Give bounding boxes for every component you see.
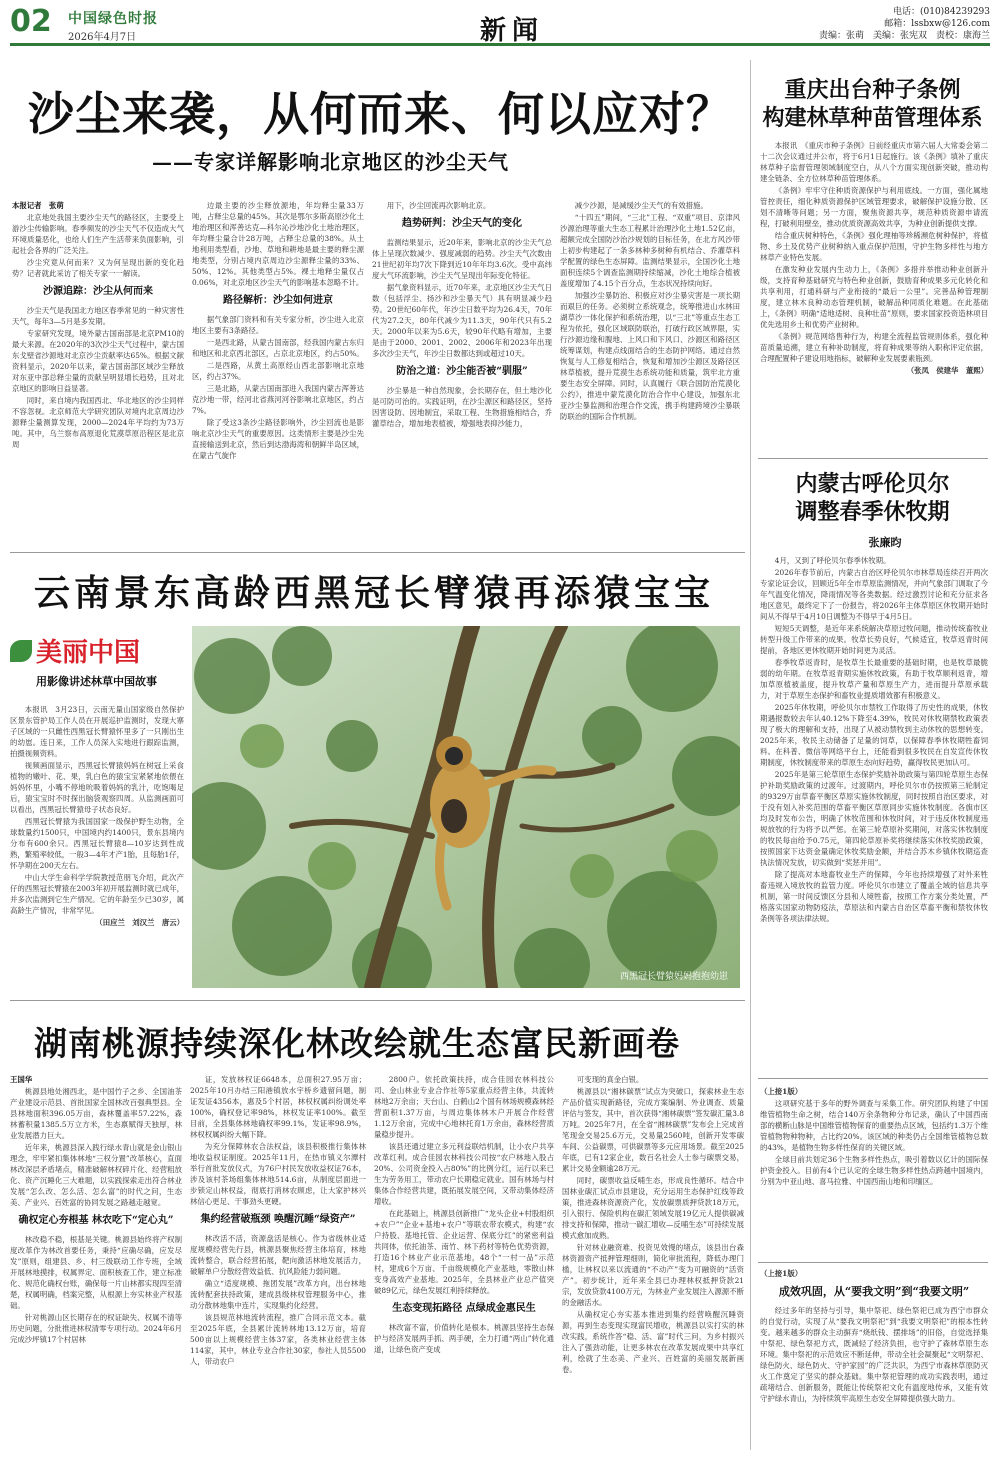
subhead: 沙源追踪：沙尘从何而来 (43, 286, 153, 297)
section-divider (758, 458, 988, 459)
chongqing-headline (760, 76, 985, 132)
paragraph: 从确权定心夯实基本推进到集约经营唤醒沉睡资源，再到生态变现实现富民增收，桃源县以实打实的林改实践，系统作答“稳、活、富”时代三问，为乡村振兴注入了强劲动能，让更多林农在改革发展成果中共享红利，绘就了生态美、产业兴、百姓富的美丽发展新画卷。 (562, 1310, 744, 1374)
paragraph: 近年来，桃源县深入践行绿水青山就是金山银山理念，牢牢紧扣集体林地“三权分置”改革核心，直面林改深层矛盾堵点，精准破解林权碎片化、经营粗放化、资产沉睡化三大难题，以实践探索走出符合林业发展“怎么改、怎么活、怎么富”的时代之问，生态美、产业兴、百姓富的协同发展之路越走越宽。 (10, 1143, 182, 1207)
paragraph: 2026年春节前后，内蒙古自治区呼伦贝尔市林草局连续召开两次专家论证会议，回顾近5年全市草原监测情况，并向气象部门调取了今年气温变化情况，降雨情况等各类数据。经过激烈讨论和充分征求各地区意见，最终定下了一份报告，将2026年主体草原区休牧期开始时间从不得早于4月10日调整为不得早于4月5日。 (760, 568, 988, 621)
paragraph: 据气象部门资料和有关专家分析，沙尘进入北京地区主要有3条路径。 (192, 315, 364, 335)
yunnan-article (10, 704, 184, 996)
paragraph: 针对林业融资难、投资见效慢的堵点，该县出台森林资源资产抵押管理细则，简化审批流程，降低办理门槛，让林权以来以流通的“不动产”变为可融资的“活资产”。初步统计，近年来全县已办理林权抵押贷款21宗，发放贷款4100万元，为林业产业发展注入源源不断的金融活水。 (562, 1243, 744, 1307)
paragraph: 该县规范林地流转流程，推广合同示范文本。截至2025年底，全县累计流转林地13.12万亩，培育500亩以上规模经营主体37家，各类林业经营主体114家，其中，林业专业合作社30家，参社人员5500人，带动农户 (190, 1313, 366, 1366)
neimenggu-headline (760, 470, 985, 526)
paragraph: 2025年休牧期，呼伦贝尔市禁牧工作取得了历史性的成果，休牧期遇报数较去年认40.12%下降至4.39%，牧民对休牧期禁牧政策表现了极大的理解和支持，出现了从被动禁牧到主动休牧的思想转变。2025年来，牧民主动储备了足量的饲草，以保障春季休牧期牲畜饲料。在科普、微信等网络平台上，还能看到很多牧民在自发宣传休牧期制度，休牧制度带来的草原生态向好趋势，赢得牧民更加认可。 (760, 703, 988, 767)
contact-info (819, 6, 990, 42)
paragraph: 2025年是第三轮草原生态保护奖励补助政策与第四轮草原生态保护补助奖励政策的过渡年。过渡期内，呼伦贝尔市仍按照第三轮制定的9329万亩草畜平衡区草原实施休牧制度，同时按照自治区要求，对于没有划入补奖范围的草畜平衡区草原同步实施休牧制度。各旗市区均及时发布公告，明确了休牧范围和休牧时间，对于违反休牧制度违规放牧的行为将予以严惩。在第三轮草原补奖期间，对落实休牧制度的牧民每亩给予0.75元，第四轮草原补奖将继续落实休牧奖励政策，按照国家下达资金量确定休牧奖励金额，并结合苏木乡镇休牧期巡查执法情况发放，切实做到“奖惩并用”。 (760, 770, 988, 867)
paragraph: 可变现的真金白银。 (576, 1075, 644, 1084)
paragraph: 据气象资料显示，近70年来，北京地区沙尘天气日数（包括浮尘、扬沙和沙尘暴天气）具有明显减少趋势。20世纪60年代，年沙尘日数平均为26.4天，70年代为27.2天，80年代减少为11.3天，90年代只有5.2天。2000年以来为5.6天，较90年代略有增加，主要是由于2000、2001、2002、2006年和2023年出现多次沙尘天气，年沙尘日数都达到或超过10天。 (372, 283, 552, 358)
paragraph: 用下，沙尘回流再次影响北京。 (386, 201, 491, 210)
lead-column-2 (192, 200, 364, 545)
column-divider (750, 60, 751, 1450)
continuation-tag: （上接1版） (760, 1087, 803, 1096)
page-number: 02 (10, 4, 52, 39)
paragraph: 沙尘暴是一种自然现象，会长期存在，但土地沙化是可防可治的。实践证明，在沙尘源区和路径区，坚持因害设防、因地制宜，采取工程、生物措施相结合，乔灌草结合，增加地表植被，增强地表抑沙能力， (372, 386, 552, 428)
hunan-column-1 (10, 1074, 182, 1456)
paragraph: 2800户。依托政策扶持，成合佳园农林科技公司、金山林业专业合作社等5家重点经营主体，共流转林地2万余亩；天台山、白鹤山2个国有林场规模森林经营面积1.37万亩，与周边集体林木户开展合作经营1.12万余亩，完成中心地林托育1万余亩，森林经营质量稳步提升。 (374, 1075, 554, 1139)
paragraph: 同时，碳票收益反哺生态，形成良性循环。结合中国林业碳汇试点市县建设，充分运用生态保护红线等政策，推进森林资源资产化，发放碳票质押贷款18万元，引入银行、保险机构在碳汇领域发展19亿元人提供碳减排支持和保障，推动一碳汇增收—反哺生态”可持续发展模式愈加成熟。 (562, 1176, 744, 1240)
lead-subheadline: ——专家详解影响北京地区的沙尘天气 (152, 150, 509, 174)
paragraph: 林改稳不稳，根基是关键。桃源县始终将产权制度改革作为林改首要任务，秉持“应确尽确，应发尽发”原则，组建县、乡、村三级联动工作专班，全域开展林地摸排，权属界定、面积核查工作，建立标准化、规范化确权台账，确保每一片山林都实现四至清楚，权属明确，档案完整，从根源上夯实林业产权基础。 (10, 1235, 182, 1310)
hunan-headline: 湖南桃源持续深化林改绘就生态富民新画卷 (34, 1024, 680, 1063)
subhead: 路径解析：沙尘如何进京 (223, 295, 333, 306)
byline: 张廉昀 (868, 536, 902, 549)
paper-name: 中国绿色时报 (68, 11, 158, 27)
continuation-article-2 (760, 1268, 988, 1458)
lead-headline: 沙尘来袭，从何而来、何以应对？ (28, 87, 733, 141)
column-logo (10, 632, 182, 669)
forest-photo-illustration (192, 626, 740, 988)
neimenggu-article (760, 532, 988, 1062)
subhead: 确权定心夯根基 林农吃下“定心丸” (18, 1215, 174, 1226)
byline: 王国华 (10, 1075, 33, 1084)
paragraph: 除了提高对本地畜牧业生产的保障，今年也持续增强了对外来牲畜违规入境放牧的监管力度。呼伦贝尔市建立了覆盖全域的信息共享机制，第一时间反馈区分县和人境牲畜，按照工作方案分类处置，严格落实国家动物防疫法，草原法和内蒙古自治区草畜平衡和禁牧休牧条例等各项法律法规。 (760, 870, 988, 923)
paragraph: 这项研究基于多年的野外调查与采集工作。研究团队构建了中国维管植物生命之树，结合140万余条物种分布记录，确认了中国西南部的横断山脉是中国维管植物保育的重要热点区域，包括约1.3万个维管植物物种物种，占比约20%。该区域的种类仍占全国维管植物总数的43%，是植物生物多样性保育的关键区域。 (760, 1099, 988, 1152)
lead-column-3 (372, 200, 552, 545)
paragraph: 除了受这3条沙尘路径影响外，沙尘回流也是影响北京沙尘天气的重要原因。这类情形主要是沙尘先直接输送到北京，然后到达渤海湾和朝鲜半岛区域，在蒙古气旋作 (192, 418, 364, 460)
paragraph: 证，发放林权证6648本，总面积27.95万亩；2025年10月办结三阳港镇放水宇桥乡遗留问题，制证发证4356本，惠及5个村居，林权权属纠纷调处率100%，确权登记率98%，林权发证率100%。截至目前，全县集体林地确权率99.1%，发证率98.9%，林权权属纠纷大幅下降。 (190, 1075, 366, 1139)
photo-caption: 西黑冠长臂猿妈妈抱抱幼崽 (619, 972, 728, 982)
gibbon-photo (192, 626, 740, 988)
paragraph: 边最主要的沙尘释放源地，年均释尘量33万吨，占释尘总量的45%。其次是鄂尔多斯高原沙化土地治理区和浑善达克—科尔沁沙地沙化土地治理区，年均释尘量合计28万吨，占释尘总量的38%。从土地利用类型看，沙地、草地和耕地是最主要的释尘源地类型，分别占境内京周边沙尘源释尘量的33%、50%、12%。其他类型占5%。裸土地释尘量仅占0.06%，对北京地区沙尘天气的影响基本忽略不计。 (192, 201, 364, 287)
column-brand: 美丽中国 (36, 638, 141, 668)
subhead: 趋势研判：沙尘天气的变化 (402, 218, 522, 229)
paragraph: 短短5天调整，是近年来系统解决草原过牧问题，推动传统畜牧业转型升级工作带来的成果。牧草长势良好，气候适宜，牧草返青时间提前，各地区更休牧期开始时间更为灵活。 (760, 624, 988, 655)
paragraph: 林改富不富，价值转化是根本。桃源县坚持生态保护与经济发展两手抓、两手硬，全力打通“两山”转化通道，让绿色资产变成 (374, 1323, 554, 1354)
masthead (10, 4, 990, 46)
paragraph: 沙尘天气是我国北方地区春季常见的一种灾害性天气，每年3—5月是多发期。 (12, 306, 184, 326)
continuation-article-1 (760, 1086, 988, 1256)
paragraph: 确立“适度规模、拖团发展”改革方向，出台林地流转配套扶持政策，建成县级林权管理服务中心，推动分散林地集中连片，实现集约化经营。 (190, 1279, 366, 1310)
paragraph: 二是西路，从黄土高原经山西北部影响北京地区，约占37%。 (192, 361, 364, 381)
continuation-tag: （上接1版） (760, 1269, 803, 1278)
column-subtitle: 用影像讲述林草中国故事 (36, 675, 157, 688)
headline-line: 构建林草种苗管理体系 (762, 105, 983, 131)
paragraph: 为充分保障林农合法权益，该县积极推行集体林地收益权证制度。2025年11月，在热市镇义尔潭村举行首批发放仪式，为76户村民发放收益权证76本，涉及该村茶场组集体林地514.6亩，从制度层面进一步锁定山林权益，彻底打消林农顾虑，让大家护林兴林信心更足、干事劲头更硬。 (190, 1142, 366, 1206)
issue-date: 2026年4月7日 (68, 32, 137, 43)
column-brand-box (10, 632, 182, 694)
paragraph: 西黑冠长臂猿为我国国家一级保护野生动物，全球数量约1500只，中国境内约1400只，景东县境内分布有600余只。西黑冠长臂猿8—10岁达到性成熟，繁殖率较低，一般3—4年才产1胎，且每胎1仔，怀孕期在200天左右。 (10, 817, 184, 870)
paragraph: 针对桃源山区长期存在的权证缺失、权属不清等历史问题，分批推进林权清零专项行动。2024年6月完成沙坪镇17个村居林 (10, 1313, 182, 1344)
paragraph: 《条例》牢牢守住种质资源保护与利用底线。一方面，强化属地管控责任，细化种质资源保护区域管理要求，破解保护设施分散、区划不清晰等问题；另一方面，聚焦资源共享，规范种质资源申请流程，打破利用壁垒，推动优质资源高效共享，为种业创新提供支撑。 (760, 186, 988, 228)
section-divider (10, 1000, 745, 1001)
paragraph: 在激发种业发展内生动力上，《条例》多措并举推动种业创新升级，支持育种基础研究与特色种业创新，鼓励育种成果多元化转化和共享利用，打通科研与产业衔接的“最后一公里”。完善品种管理制度，建立林木良种动态管理机制，破解品种同质化难题。在此基础上，《条例》明确“适地适树、良种壮苗”原则，要求国家投资造林项目优先选用乡土和优势产业树种。 (760, 265, 988, 329)
phone: 电话：(010)84239293 (892, 7, 990, 17)
hunan-column-3 (374, 1074, 554, 1456)
paragraph: 北京地处我国主要沙尘天气的路径区，主要受上游沙尘传输影响。春季频发的沙尘天气不仅造成大气环境质量恶化，也给人们生产生活带来负面影响，引起社会各界的广泛关注。 (12, 213, 184, 255)
lead-column-4 (560, 200, 740, 545)
paragraph: 三是北路，从蒙古国南部进入我国内蒙古浑善达克沙地一带，经河北省燕河河谷影响北京地区，约占7%。 (192, 384, 364, 415)
signature: （田应兰 刘汉兰 唐云） (95, 918, 184, 927)
paragraph: 专家研究发现，境外蒙古国南部是北京PM10的最大来源。在2020年的3次沙尘天气过程中，蒙古国东戈壁省沙源地对北京沙尘贡献率达65%。根据文献资料显示，2020年以来，蒙古国南部区域沙尘释放对东亚中部总释尘量的贡献呈明显增长趋势，且对北京地区的影响日益显著。 (12, 329, 184, 393)
paragraph: 桃源县地处湘西北，是中国竹子之乡、全国油茶产业建设示范县、首批国家全国林改百强典型县。全县林地面积396.05万亩，森林覆盖率57.22%，森林蓄积量1385.5万立方米，生态禀赋得天独厚，林业发展潜力巨大。 (10, 1087, 182, 1140)
hunan-column-4 (562, 1074, 744, 1456)
paragraph: 本报讯 《重庆市种子条例》日前经重庆市第六届人大常委会第二十二次会议通过并公布，将于6月1日起施行。该《条例》填补了重庆林草种子监督管理领域制度空白，从八个方面实现创新突破，推动构建全链条、全方位林草种苗管理体系。 (760, 141, 988, 183)
yunnan-headline: 云南景东高龄西黑冠长臂猿再添猿宝宝 (34, 572, 715, 614)
lead-column-1 (12, 200, 184, 545)
paragraph: 加强沙尘暴防治、积极应对沙尘暴灾害是一项长期而艰巨的任务。必须树立系统观念，统筹推进山水林田湖草沙一体化保护和系统治理，以“三北”等重点生态工程为依托，强化区域联防联治，打破行政区域界限，实行沙源边缘和腹地、上风口和下风口、沙源区和路径区统筹谋划，构建点线面结合的生态防护网络。通过自然恢复与人工修复相结合，恢复和增加沙尘源区及路径区林草植被，提升荒漠生态系统功能和质量，筑牢北方重要生态安全屏障。同时，认真履行《联合国防治荒漠化公约》，推进中蒙荒漠化防治合作中心建设，加强东北亚沙尘暴监测和治理合作交流，携手构建跨境沙尘暴联防联治的国际合作机制。 (560, 291, 740, 421)
paragraph: 《条例》规范网络售种行为，构建全流程监管规则体系，强化种苗质量追溯，建立有种补助制度，将育种成果等纳入职称评定依据，合理配置种子建设用地指标，破解种业发展要素瓶颈。 (760, 332, 988, 363)
paragraph: 4月，又到了呼伦贝尔春季休牧期。 (774, 556, 891, 565)
paragraph: 视频画面显示，西黑冠长臂猿妈妈在树冠上采食植物的嫩叶、花、果，乳白色的猿宝宝紧紧地依偎在妈妈怀里，小嘴不停地吮吸着妈妈的乳汁，吃饱喝足后，猿宝宝时不时探出脑袋观察四周。从监测画面可以看出，西黑冠长臂猿母子状态良好。 (10, 761, 184, 814)
section-divider (758, 1078, 988, 1079)
email: 邮箱：lssbxw@126.com (884, 19, 990, 29)
paragraph: 结合重庆树种特色，《条例》强化理柚等珍稀濒危树种保护，将植物、乡土及优势产业树种纳入重点保护范围，守护生物多样性与地方林草产业特色发展。 (760, 231, 988, 262)
paragraph: 桃源县以“湘林碳票”试点为突破口，探索林业生态产品价值实现新路径，完成方案编制、外业调查、质量评估与签发，其中，首次获得“湘林碳票”签发碳汇量3.8万吨。2025年7月，在全省“湘林碳票”发布会上完成首笔现金交易25.6万元，交易量2560吨，创新开发零碳车间、公益碳票，可供碳票等多元应用场景。截至2025年底，已有12家企业，数百名社会人士参与碳票交易，累计交易金额逾28万元。 (562, 1087, 744, 1173)
subhead: 集约经营破瓶颈 唤醒沉睡“绿资产” (200, 1214, 356, 1225)
paragraph: 本报讯 3月23日，云南无量山国家级自然保护区景东管护局工作人员在开展巡护监测时，发现大寨子区域的一只雌性西黑冠长臂猿怀里多了一只刚出生的幼崽。连日来，工作人员深入实地进行跟踪监测，拍摄视频资料。 (10, 705, 184, 758)
chongqing-article (760, 140, 988, 452)
editors: 责编：张萌 美编：张宪双 责校：康海兰 (818, 31, 990, 41)
byline: 本报记者 张萌 (12, 201, 64, 210)
section-title: 新闻 (480, 16, 545, 46)
paragraph: 林改活不活，资源盘活是核心。作为省级林业适度规模经营先行县，桃源县聚焦经营主体培育，林地流转整合，联合经营拓展，靶向激活林地发展活力，破解单户分散经营效益低、抗风险能力弱问题。 (190, 1234, 366, 1276)
paragraph: 该县还通过建立多元利益联结机制，让小农户共享改革红利。成合佳园农林科技公司按“农户林地入股占20%、公司资金投入占80%”的比例分红，运行以来已生为劳务用工，带动农户长期稳定就业。国有林场与村集体合作经营共建，既拓展发展空间，又带动集体经济增收。 (374, 1142, 554, 1206)
paragraph: 经过多年的坚持与引导，集中祭祀、绿色祭祀已成为西宁市群众的自觉行动，实现了从“要我文明祭祀”到“我要文明祭祀”的根本性转变。越来越多的群众主动摒弃“烧纸钱、摆排场”的旧俗，自觉选择集中祭祀、绿色祭祀方式，既减轻了经济负担，也守护了森林草原生态环境。集中祭祀的示范效应不断延伸，带动全社会凝聚起“文明祭祀、绿色防火、绿色防火、守护家园”的广泛共识，为西宁市森林草原防灭火工作奠定了坚实的群众基础。集中祭祀管理的成功实践表明，通过疏堵结合、创新服务，既能让传统祭祀文化有温度地传承，又能有效守护绿水青山，为持续筑牢高原生态安全屏障提供强大助力。 (760, 1306, 988, 1403)
subhead: 防治之道：沙尘能否被“驯服” (396, 366, 528, 377)
paragraph: “十四五”期间，“三北”工程、“双重”项目、京津风沙源治理等重大生态工程累计治理沙化土地1.52亿亩，超额完成全国防沙治沙规划的目标任务，在北方风沙带上初步构建起了一条多林种多树种有机结合、乔灌草科学配置的绿色生态屏障。监测结果显示，全国沙化土地面积连续5个调查监测期持续缩减，沙化土地综合植被盖度增加了4.15个百分点，生态状况持续向好。 (560, 213, 740, 288)
leaf-icon (10, 640, 32, 662)
section-divider (758, 1262, 988, 1263)
headline-line: 重庆出台种子条例 (784, 77, 961, 103)
section-divider (10, 552, 745, 553)
headline-line: 调整春季休牧期 (795, 499, 950, 525)
continuation-headline: 成效巩固，从“要我文明”到“我要文明” (778, 1285, 970, 1298)
subhead: 生态变现拓路径 点绿成金惠民生 (392, 1303, 536, 1314)
paragraph: 减少沙源，是减缓沙尘天气的有效措施。 (574, 201, 708, 210)
paragraph: 沙尘究竟从何而来？又为何呈现出新的变化趋势？记者就此采访了相关专家一一解读。 (12, 258, 184, 278)
paragraph: 春季牧草返青时，是牧草生长最重要的基础时期，也是牧草最脆弱的幼年期。在牧草返青期实施休牧政策，有助于牧草顺利返青，增加草原植被盖度，提升牧草产量和草原生产力，进而提升草原承载力，对于草原生态保护和畜牧业提质增效都有积极意义。 (760, 658, 988, 700)
headline-line: 内蒙古呼伦贝尔 (795, 471, 950, 497)
paragraph: 一是西北路，从蒙古国南部，经我国内蒙古东归和地区和北京西北部区，占京北京地区，约占50%。 (192, 338, 364, 358)
paragraph: 监测结果显示，近20年来，影响北京的沙尘天气总体上呈现次数减少、强度减弱的趋势。沙尘天气次数由21世纪初年均7次下降到近10年年均3.6次。受中高纬度大气环流影响，沙尘天气呈现出年际变化特征。 (372, 238, 552, 280)
paragraph: 同时，来自境内我国西北、华北地区的沙尘同样不容忽视。北京师范大学研究团队对境内北京周边沙源释尘量测算发现，2000—2024年平均约为73万吨。其中，乌兰察布高原退化荒漠草原沿程区是北京周 (12, 396, 184, 449)
signature: （张凤 侯建华 董熙） (906, 366, 988, 375)
paragraph: 全球目前共划定36个生物多样性热点，吸引着数以亿计的国际保护资金投入。目前有4个已认定的全球生物多样性热点跨越中国境内，分别为中亚山地、喜马拉雅、中国西南山地和印缅区。 (760, 1155, 988, 1186)
hunan-column-2 (190, 1074, 366, 1456)
paragraph: 在此基础上，桃源县创新推广“龙头企业+村股组织+农户”“企业+基地+农户”等联农带农模式，构建“农户持股、基地托管、企业运营、保底分红”的紧密利益共同体，依托油茶、南竹、林下药材等特色优势资源，打造16个林业产业示范基地，48个“一村一品”示范村，建成6个万亩、千亩级规模化产业基地，零散山林变身高效产业基地。2025年，全县林业产业总产值突破89亿元，绿色发展红利持续释放。 (374, 1209, 554, 1295)
paragraph: 中山大学生命科学学院教授范朋飞介绍，此次产仔的西黑冠长臂猿在2003年初开展监测时就已成年，并多次监测到它生产情况。它的年龄至少已30岁，属高龄生产情况，非常罕见。 (10, 873, 184, 915)
